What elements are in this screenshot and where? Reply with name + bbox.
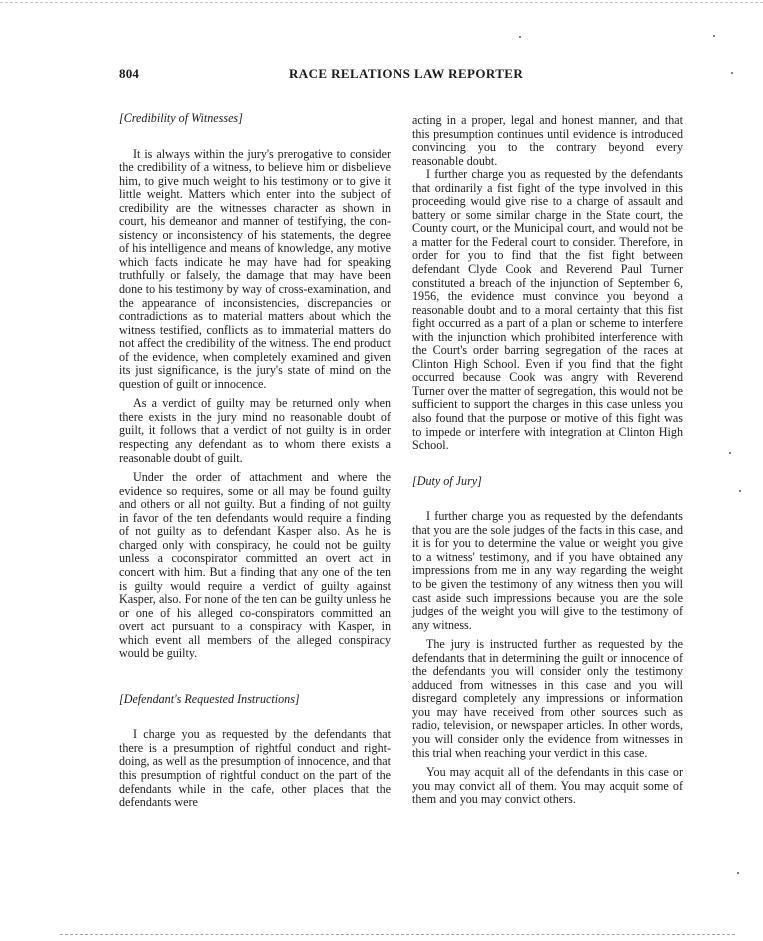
paragraph: As a verdict of guilty may be returned only when there exists in the jury mind no reasonable doubt of guilt, it follows that a verdict of not guilty is in order respecting any defendant as to whom there exists a reasonable doubt of guilt. <box>119 396 391 465</box>
section-heading-duty-of-jury: [Duty of Jury] <box>412 473 482 488</box>
left-column <box>119 112 391 810</box>
scan-speck <box>713 35 715 37</box>
scan-speck <box>731 72 733 74</box>
running-head: RACE RELATIONS LAW REPORTER <box>289 66 524 81</box>
section-heading-defendants-instructions: [Defendant's Requested Instructions] <box>119 691 300 706</box>
scan-bottom-edge <box>60 934 735 935</box>
paragraph: Under the order of attachment and where the evidence so requires, some or all may be found guilty and others or all not guilty. But a finding of not guilty in favor of the ten defendants would require a finding of not guilty as to defendant Kasper also. As he is charged only with conspiracy, he could not be guilty unless a coconspirator committed an overt act in concert with him. But a finding that any one of the ten is guilty would require a verdict of guilty against Kasper, also. For none of the ten can be guilty unless he or one of his alleged co-conspirators committed an overt act pursuant to a conspiracy with Kasper, in which event all members of the alleged conspiracy would be guilty. <box>119 470 391 661</box>
paragraph: It is always within the jury's prerogative to consider the credibility of a witness, to believe him or disbelieve him, to give much weight to his testimony or to give it little weight. Matters which enter into the subject of credibility are the witnesses character as shown in court, his demeanor and manner of testifying, the consistency or inconsistency of his statements, the degree of his intelligence and means of knowledge, any motive which facts indicate he may have had for speaking truthfully or falsely, the damage that may have been done to his testimony by way of cross-examination, and the appearance of inconsistencies, discrepancies or contradictions as to material matters about which the witness testified, conflicts as to immaterial matters do not affect the credibility of the witness. The end product of the evidence, when completely examined and given its just significance, is the jury's state of mind on the question of guilt or innocence. <box>119 146 391 391</box>
paragraph: I further charge you as requested by the defendants that ordinarily a fist fight of the type involved in this proceeding would give rise to a charge of assault and battery or some similar charge in the State court, the County court, or the Municipal court, and would not be a matter for the Federal court to consider. Therefore, in order for you to find that the fist fight between defendant Clyde Cook and Reverend Paul Turner constituted a breach of the injunction of September 6, 1956, the evidence must convince you beyond a reasonable doubt and to a moral certainty that this fist fight occurred as a part of a plan or scheme to interfere with the injunction which prohibited interference with the Court's order barring segregation of the races at Clinton High School. Even if you find that the fight occurred because Cook was angry with Reverend Turner over the matter of segregation, this would not be sufficient to support the charges in this case unless you also found that the purpose or motive of this fight was to impede or interfere with integration at Clinton High School. <box>412 167 683 453</box>
scan-speck <box>729 452 731 454</box>
paragraph: I charge you as requested by the defendants that there is a presumption of rightful conduct and right-doing, as well as the presumption of innocence, and that this presumption of rightful conduct on the part of the defendants while in the cafe, other places that the defendants were <box>119 727 391 810</box>
scan-speck <box>737 872 739 874</box>
scan-speck <box>739 490 741 492</box>
paragraph: I further charge you as requested by the defendants that you are the sole judges of the facts in this case, and it is for you to determine the value or weight you give to a witness' testimony, and if you have obtained any impressions from me in any way regarding the weight to be given the testimony of any witness then you will cast aside such impressions because you are the sole judges of the weight you will give to the testimony of any witness. <box>412 509 683 632</box>
paragraph: acting in a proper, legal and honest manner, and that this presumption continues until evidence is introduced convincing you to the contrary beyond every reasonable doubt. <box>412 113 683 168</box>
page-number: 804 <box>119 66 140 81</box>
section-heading-credibility: [Credibility of Witnesses] <box>119 111 243 125</box>
paragraph: The jury is instructed further as requested by the defendants that in determining the guilt or innocence of the defendants you will consider only the testimony adduced from witnesses in this case and you will disregard completely any impressions or information you may have received from other sources such as radio, television, or newspaper articles. In other words, you will consider only the evidence from witnesses in this trial when reaching your verdict in this case. <box>412 637 683 760</box>
scan-speck <box>519 36 521 38</box>
scan-top-edge <box>0 2 763 3</box>
right-column <box>412 114 683 807</box>
paragraph: You may acquit all of the defendants in this case or you may convict all of them. You may acquit some of them and you may convict others. <box>412 765 683 807</box>
page-header <box>119 66 679 82</box>
